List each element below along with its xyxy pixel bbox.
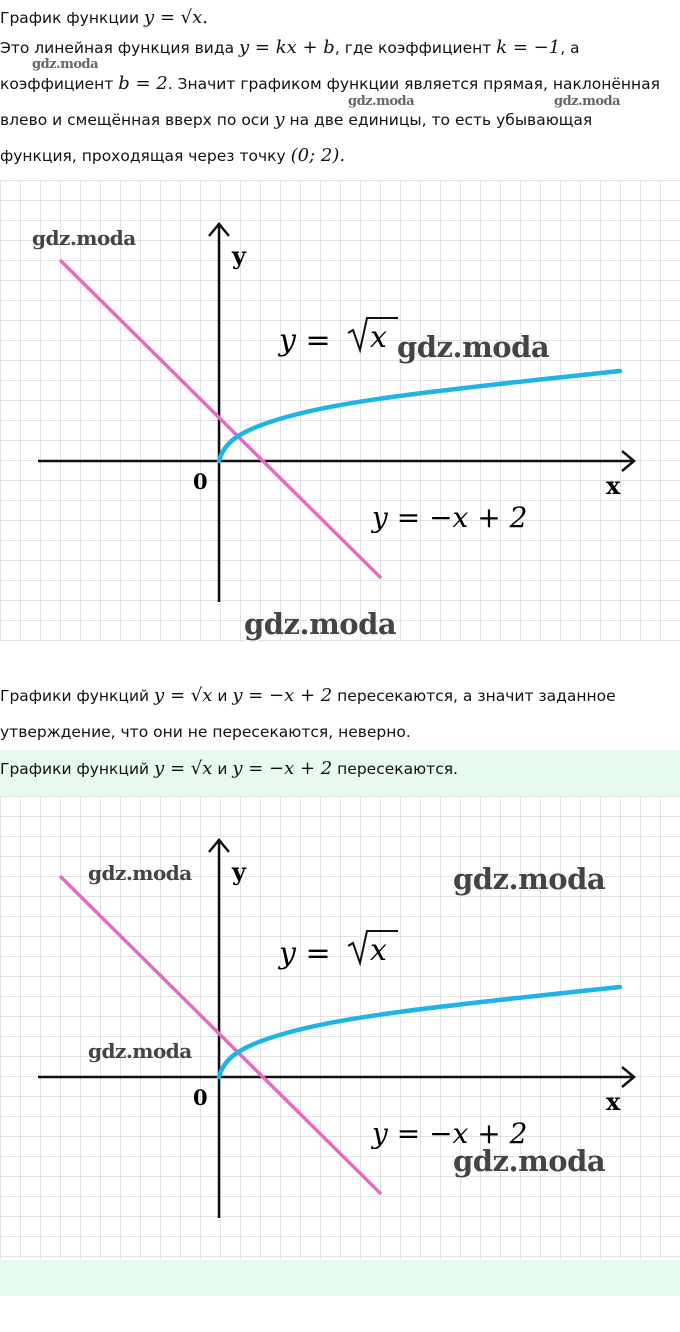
math-formula: y = −x + 2 [232, 685, 333, 706]
conclusion-text: пересекаются, а значит заданное [337, 687, 616, 705]
x-axis-label: x [606, 471, 621, 500]
origin-label: 0 [193, 1085, 208, 1110]
origin-label: 0 [193, 469, 208, 494]
watermark: gdz.moda [244, 607, 397, 641]
line-graph [60, 260, 381, 578]
intro-text: , а [560, 39, 580, 57]
intro-line-2 [0, 38, 580, 58]
watermark: gdz.moda [32, 57, 99, 72]
watermark: gdz.moda [397, 330, 550, 364]
sqrt-formula-label: y = [279, 323, 331, 358]
sqrt-curve [219, 371, 620, 461]
y-axis-label: y [232, 857, 246, 886]
math-formula: k = −1 [496, 37, 561, 58]
watermark: gdz.moda [554, 94, 621, 109]
watermark: gdz.moda [88, 861, 192, 885]
answer-text: и [217, 760, 228, 778]
conclusion-line-1 [0, 686, 616, 706]
line-formula-label: y = −x + 2 [372, 501, 528, 534]
answer-text: пересекаются. [337, 760, 458, 778]
intro-text: влево и смещённая вверх по оси [0, 111, 270, 129]
math-formula: y = −x + 2 [232, 758, 333, 779]
math-formula: (0; 2). [290, 145, 346, 166]
math-formula: y = kx + b [239, 37, 335, 58]
intro-text: График функции [0, 9, 140, 27]
intro-text: . Значит графиком функции является прямая, наклонённая [167, 75, 660, 93]
conclusion-text: и [217, 687, 228, 705]
math-formula: b = 2 [118, 73, 168, 94]
watermark: gdz.moda [453, 862, 606, 896]
sqrt-curve [219, 987, 620, 1077]
answer-block [0, 750, 680, 796]
intro-text: Это линейная функция вида [0, 39, 235, 57]
x-axis-label: x [606, 1087, 621, 1116]
conclusion-line-2 [0, 722, 411, 742]
answer-line [0, 759, 458, 779]
watermark: gdz.moda [32, 226, 136, 250]
line-formula-label: y = −x + 2 [372, 1117, 528, 1150]
intro-line-5 [0, 146, 345, 166]
intro-line-1 [0, 8, 208, 28]
intro-line-4 [0, 110, 592, 130]
intro-text: коэффициент [0, 75, 114, 93]
intro-line-3 [0, 74, 660, 94]
sqrt-formula-label: y = [279, 936, 331, 971]
sqrt-argument: x [370, 320, 387, 355]
intro-text: , где коэффициент [334, 39, 492, 57]
math-formula: y [274, 109, 285, 130]
conclusion-text: утверждение, что они не пересекаются, неверно. [0, 723, 411, 741]
answer-block-footer [0, 1260, 680, 1296]
math-formula: y = √x [154, 758, 213, 779]
sqrt-argument: x [370, 933, 387, 968]
y-axis-label: y [232, 241, 246, 270]
math-formula: y = √x [154, 685, 213, 706]
intro-text: на две единицы, то есть убывающая [289, 111, 593, 129]
answer-text: Графики функций [0, 760, 150, 778]
line-graph [60, 876, 381, 1194]
math-formula: y = √x. [143, 7, 209, 28]
watermark: gdz.moda [88, 1039, 192, 1063]
conclusion-text: Графики функций [0, 687, 150, 705]
watermark: gdz.moda [348, 94, 415, 109]
intro-text: функция, проходящая через точку [0, 147, 286, 165]
watermark: gdz.moda [453, 1144, 606, 1178]
